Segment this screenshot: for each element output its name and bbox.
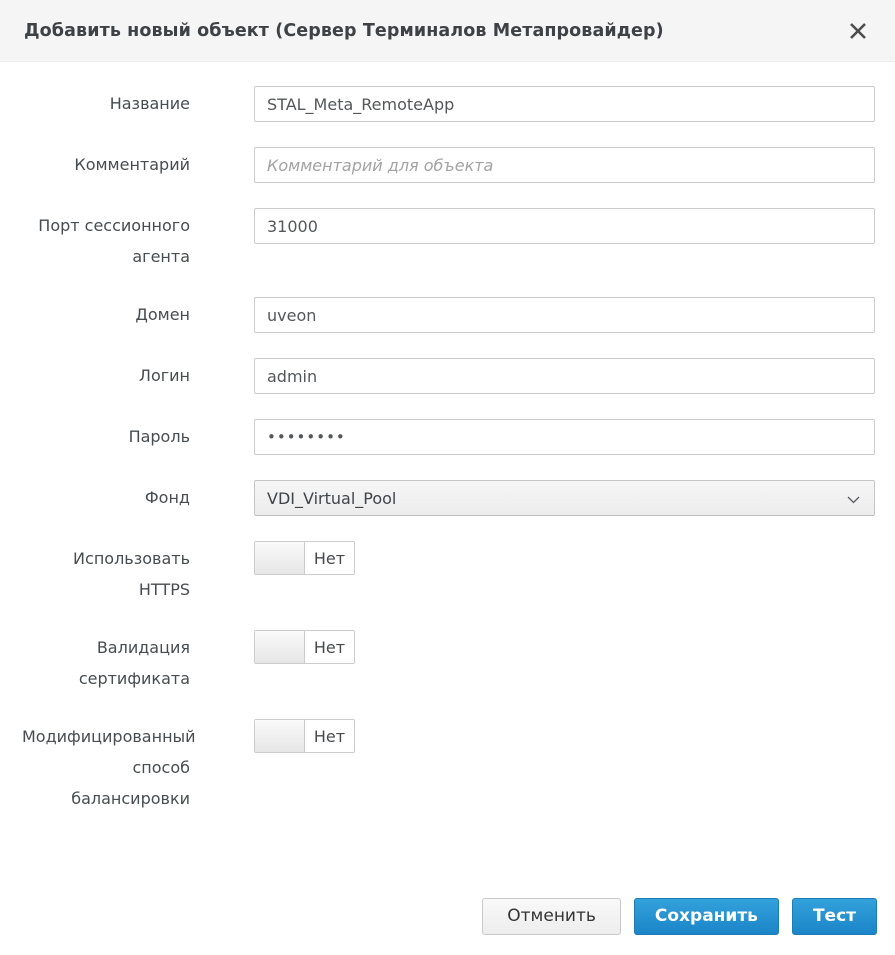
toggle-knob: [255, 631, 305, 663]
use-https-toggle-state: Нет: [313, 548, 346, 568]
domain-input[interactable]: [254, 297, 875, 333]
name-field-row: [0, 86, 895, 122]
modified-balancing-toggle[interactable]: [254, 719, 355, 753]
dialog-body: [0, 62, 895, 814]
cert-validation-field-label: Валидация сертификата: [78, 638, 190, 688]
login-field-label: Логин: [138, 366, 190, 385]
modified-balancing-toggle-state: Нет: [313, 726, 346, 746]
pool-field-row: [0, 480, 895, 516]
toggle-knob: [255, 720, 305, 752]
use-https-toggle[interactable]: [254, 541, 355, 575]
chevron-down-icon: [847, 489, 860, 508]
cert-validation-field-row: [0, 630, 895, 694]
pool-select-value: VDI_Virtual_Pool: [267, 488, 397, 508]
comment-field-label: Комментарий: [74, 155, 190, 174]
domain-field-row: [0, 297, 895, 333]
cert-validation-toggle-state: Нет: [313, 637, 346, 657]
domain-field-label: Домен: [135, 305, 190, 324]
dialog-header: [0, 0, 895, 62]
name-field-label: Название: [109, 94, 190, 113]
session-agent-port-input[interactable]: [254, 208, 875, 244]
cancel-button[interactable]: Отменить: [482, 898, 621, 935]
session-agent-port-field-label: Порт сессионного агента: [38, 216, 190, 266]
password-field-row: [0, 419, 895, 455]
use-https-field-label: Использовать HTTPS: [73, 549, 190, 599]
login-field-row: [0, 358, 895, 394]
modified-balancing-field-row: [0, 719, 895, 814]
password-field-label: Пароль: [128, 427, 190, 446]
comment-input[interactable]: [254, 147, 875, 183]
toggle-knob: [255, 542, 305, 574]
close-icon[interactable]: [845, 18, 871, 44]
login-input[interactable]: [254, 358, 875, 394]
dialog-title: Добавить новый объект (Сервер Терминалов Метапровайдер): [24, 20, 664, 41]
cert-validation-toggle[interactable]: [254, 630, 355, 664]
comment-field-row: [0, 147, 895, 183]
test-button[interactable]: Тест: [792, 898, 877, 935]
pool-field-label: Фонд: [144, 488, 190, 507]
modified-balancing-field-label: Модифицированный способ балансировки: [22, 727, 196, 808]
dialog-footer: [482, 898, 877, 935]
use-https-field-row: [0, 541, 895, 605]
password-input[interactable]: [254, 419, 875, 455]
save-button[interactable]: Сохранить: [634, 898, 779, 935]
session-agent-port-field-row: [0, 208, 895, 272]
pool-select[interactable]: [254, 480, 875, 516]
name-input[interactable]: [254, 86, 875, 122]
